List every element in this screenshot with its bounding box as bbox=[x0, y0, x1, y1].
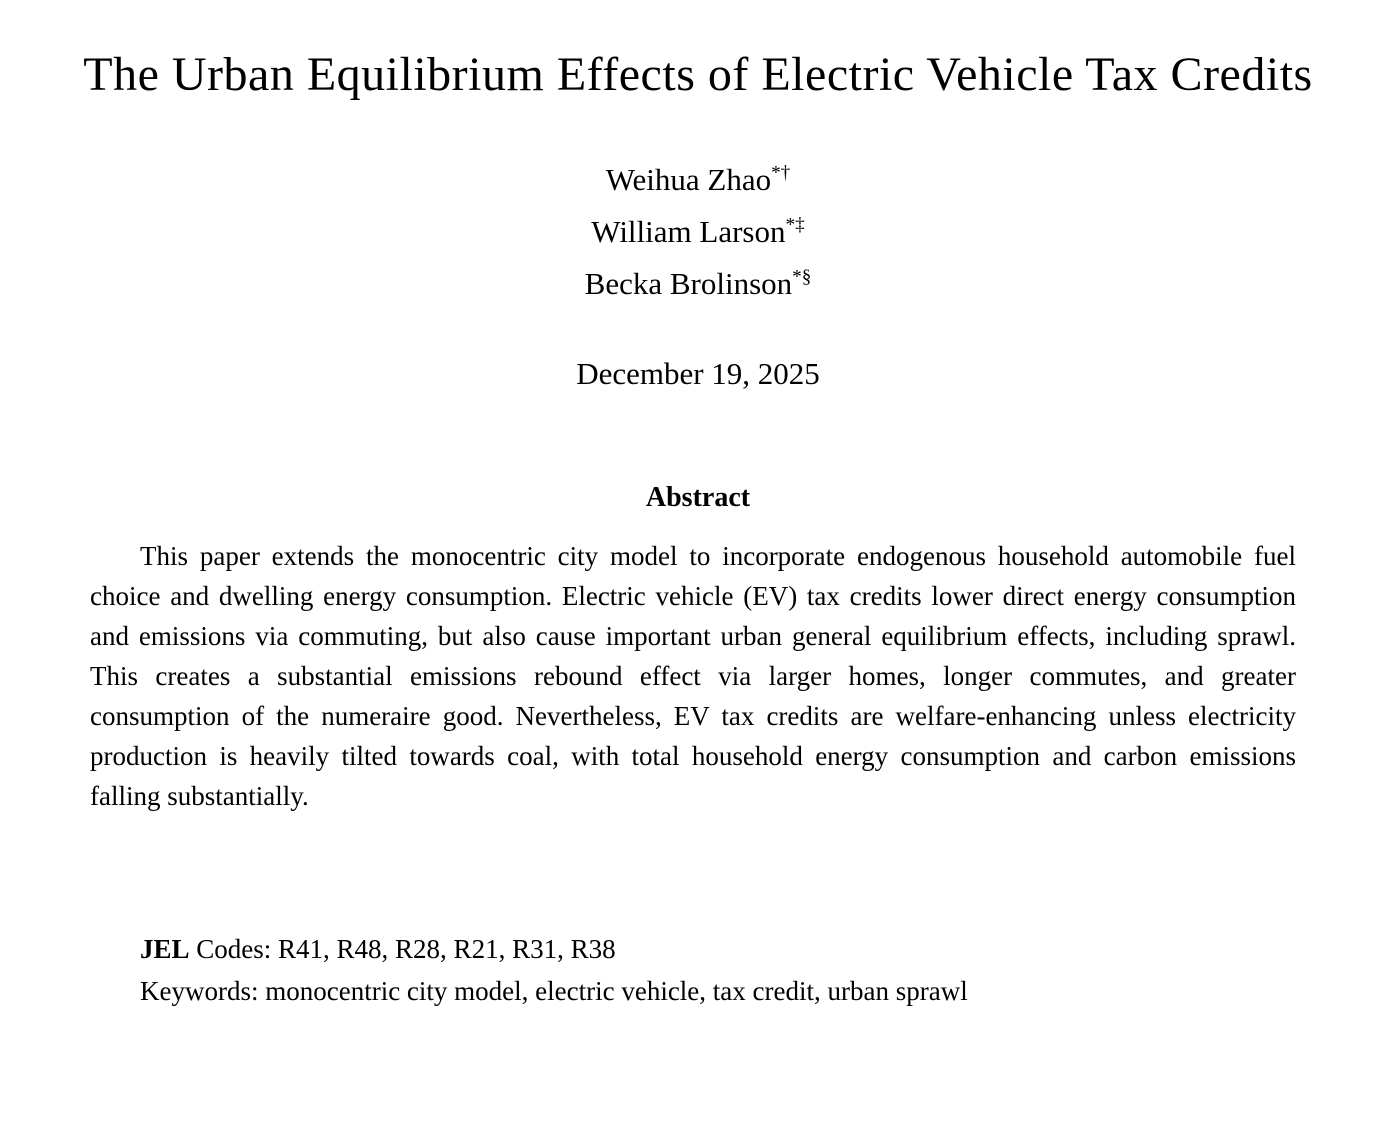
author-name: William Larson bbox=[591, 214, 786, 250]
author-footnote-marks: *† bbox=[771, 163, 791, 185]
jel-codes: Codes: R41, R48, R28, R21, R31, R38 bbox=[189, 934, 616, 965]
author-footnote-marks: *‡ bbox=[785, 215, 805, 237]
keywords-line: Keywords: monocentric city model, electric vehicle, tax credit, urban sprawl bbox=[140, 976, 968, 1007]
author-name: Becka Brolinson bbox=[584, 266, 793, 302]
author-line bbox=[0, 154, 1396, 206]
jel-codes-line bbox=[140, 928, 1296, 970]
abstract-text: This paper extends the monocentric city model to incorporate endogenous household automobile fuel choice and dwelling energy consumption. Electric vehicle (EV) tax credits lower direct energy consumption and emissions via commuting, but also cause important urban general equilibrium effects, including sprawl. This creates a substantial emissions rebound effect via larger homes, longer commutes, and greater consumption of the numeraire good. Nevertheless, EV tax credits are welfare-enhancing unless electricity production is heavily tilted towards coal, with total household energy consumption and carbon emissions falling substantially. bbox=[90, 541, 1296, 812]
paper-date: December 19, 2025 bbox=[576, 356, 820, 392]
paper-title: The Urban Equilibrium Effects of Electric Vehicle Tax Credits bbox=[83, 48, 1313, 101]
abstract-heading: Abstract bbox=[645, 482, 751, 514]
author-name: Weihua Zhao bbox=[605, 162, 772, 198]
author-footnote-marks: *§ bbox=[792, 267, 812, 289]
paper-meta bbox=[140, 928, 1296, 1012]
author-line bbox=[0, 258, 1396, 310]
author-list bbox=[0, 154, 1396, 310]
jel-label: JEL bbox=[140, 934, 190, 965]
author-line bbox=[0, 206, 1396, 258]
